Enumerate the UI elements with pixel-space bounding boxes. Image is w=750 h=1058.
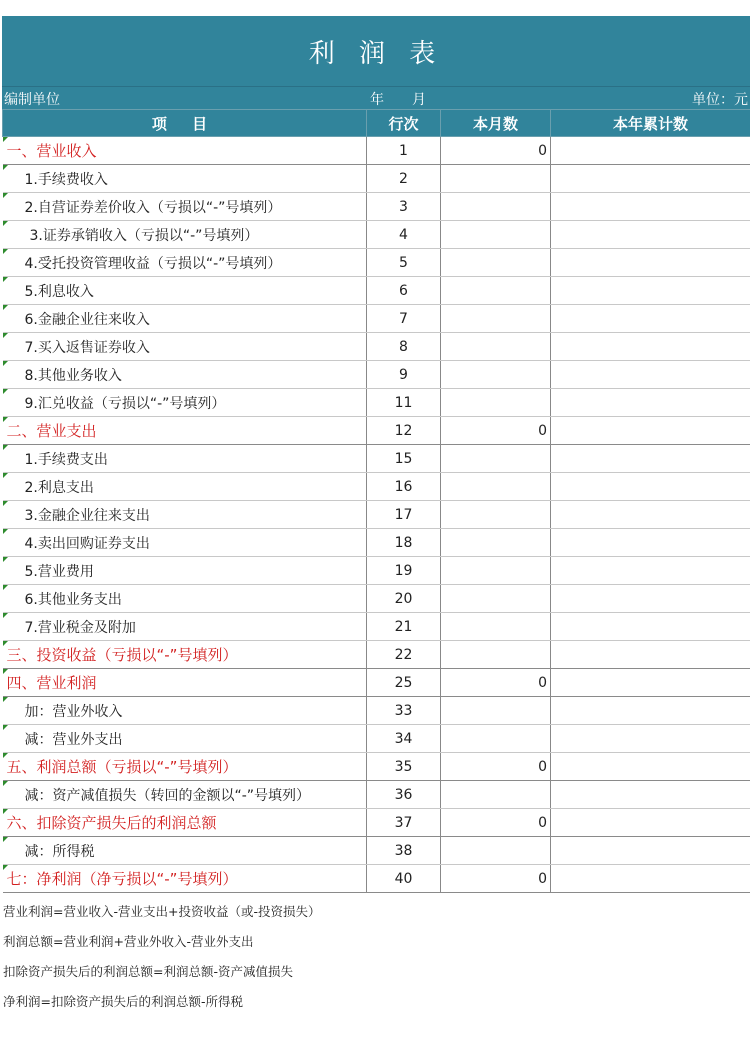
table-row — [3, 277, 750, 305]
table-row — [3, 333, 750, 361]
row-this-month-cell[interactable] — [441, 277, 551, 305]
sheet-title: 利 润 表 — [308, 38, 444, 69]
table-row — [3, 137, 750, 165]
meta-row — [2, 86, 750, 109]
row-year-to-date-cell[interactable] — [551, 585, 750, 613]
row-item-cell[interactable]: 五、利润总额（亏损以“-”号填列） — [3, 753, 367, 781]
row-item-cell[interactable]: 1.手续费支出 — [3, 445, 367, 473]
row-this-month-cell[interactable] — [441, 165, 551, 193]
row-year-to-date-cell[interactable] — [551, 389, 750, 417]
table-row — [3, 697, 750, 725]
row-item-cell[interactable]: 9.汇兑收益（亏损以“-”号填列） — [3, 389, 367, 417]
row-this-month-cell[interactable] — [441, 305, 551, 333]
row-line-no-cell[interactable]: 21 — [367, 613, 441, 641]
row-year-to-date-cell[interactable] — [551, 641, 750, 669]
row-line-no-cell[interactable]: 33 — [367, 697, 441, 725]
row-year-to-date-cell[interactable] — [551, 557, 750, 585]
row-item-cell[interactable]: 1.手续费收入 — [3, 165, 367, 193]
row-line-no-cell[interactable]: 25 — [367, 669, 441, 697]
table-row — [3, 193, 750, 221]
row-item-cell[interactable]: 三、投资收益（亏损以“-”号填列） — [3, 641, 367, 669]
row-line-no-cell[interactable]: 4 — [367, 221, 441, 249]
table-header-row — [3, 110, 750, 137]
row-year-to-date-cell[interactable] — [551, 697, 750, 725]
row-line-no-cell[interactable]: 34 — [367, 725, 441, 753]
table-row — [3, 585, 750, 613]
row-year-to-date-cell[interactable] — [551, 473, 750, 501]
row-this-month-cell[interactable] — [441, 557, 551, 585]
row-item-cell[interactable]: 7.营业税金及附加 — [3, 613, 367, 641]
table-row — [3, 445, 750, 473]
formula-notes — [3, 902, 320, 1022]
table-row — [3, 473, 750, 501]
table-row — [3, 865, 750, 893]
row-line-no-cell[interactable]: 2 — [367, 165, 441, 193]
row-year-to-date-cell[interactable] — [551, 417, 750, 445]
row-item-cell[interactable]: 4.受托投资管理收益（亏损以“-”号填列） — [3, 249, 367, 277]
row-this-month-cell[interactable] — [441, 613, 551, 641]
row-year-to-date-cell[interactable] — [551, 809, 750, 837]
row-line-no-cell[interactable]: 20 — [367, 585, 441, 613]
income-statement-sheet — [2, 16, 750, 893]
table-row — [3, 613, 750, 641]
formula-note: 利润总额=营业利润+营业外收入-营业外支出 — [3, 934, 254, 949]
row-this-month-cell[interactable]: 0 — [441, 137, 551, 165]
row-year-to-date-cell[interactable] — [551, 613, 750, 641]
row-line-no-cell[interactable]: 37 — [367, 809, 441, 837]
row-item-cell[interactable]: 减：营业外支出 — [3, 725, 367, 753]
row-line-no-cell[interactable]: 19 — [367, 557, 441, 585]
row-year-to-date-cell[interactable] — [551, 221, 750, 249]
row-this-month-cell[interactable] — [441, 361, 551, 389]
table-row — [3, 305, 750, 333]
row-line-no-cell[interactable]: 15 — [367, 445, 441, 473]
row-this-month-cell[interactable] — [441, 641, 551, 669]
table-row — [3, 389, 750, 417]
row-this-month-cell[interactable] — [441, 193, 551, 221]
formula-note: 扣除资产损失后的利润总额=利润总额-资产减值损失 — [3, 964, 293, 979]
row-year-to-date-cell[interactable] — [551, 837, 750, 865]
sheet-title-bar — [2, 16, 750, 86]
row-item-cell[interactable]: 减：资产减值损失（转回的金额以“-”号填列） — [3, 781, 367, 809]
row-this-month-cell[interactable] — [441, 697, 551, 725]
table-row — [3, 249, 750, 277]
row-line-no-cell[interactable]: 35 — [367, 753, 441, 781]
row-line-no-cell[interactable]: 12 — [367, 417, 441, 445]
row-this-month-cell[interactable] — [441, 529, 551, 557]
table-row — [3, 501, 750, 529]
row-this-month-cell[interactable] — [441, 725, 551, 753]
row-line-no-cell[interactable]: 8 — [367, 333, 441, 361]
row-line-no-cell[interactable]: 1 — [367, 137, 441, 165]
row-item-cell[interactable]: 8.其他业务收入 — [3, 361, 367, 389]
row-item-cell[interactable]: 6.金融企业往来收入 — [3, 305, 367, 333]
row-line-no-cell[interactable]: 18 — [367, 529, 441, 557]
header-year-to-date: 本年累计数 — [551, 110, 750, 137]
row-item-cell[interactable]: 一、营业收入 — [3, 137, 367, 165]
table-row — [3, 165, 750, 193]
row-this-month-cell[interactable] — [441, 585, 551, 613]
row-year-to-date-cell[interactable] — [551, 669, 750, 697]
row-year-to-date-cell[interactable] — [551, 361, 750, 389]
row-this-month-cell[interactable] — [441, 501, 551, 529]
row-year-to-date-cell[interactable] — [551, 333, 750, 361]
row-year-to-date-cell[interactable] — [551, 445, 750, 473]
formula-note: 净利润=扣除资产损失后的利润总额-所得税 — [3, 994, 243, 1009]
table-row — [3, 725, 750, 753]
table-row — [3, 417, 750, 445]
row-item-cell[interactable]: 六、扣除资产损失后的利润总额 — [3, 809, 367, 837]
table-row — [3, 809, 750, 837]
header-item: 项 目 — [3, 110, 367, 137]
row-line-no-cell[interactable]: 22 — [367, 641, 441, 669]
table-row — [3, 221, 750, 249]
row-year-to-date-cell[interactable] — [551, 753, 750, 781]
row-year-to-date-cell[interactable] — [551, 249, 750, 277]
row-this-month-cell[interactable]: 0 — [441, 417, 551, 445]
row-line-no-cell[interactable]: 7 — [367, 305, 441, 333]
row-item-cell[interactable]: 5.营业费用 — [3, 557, 367, 585]
header-this-month: 本月数 — [441, 110, 551, 137]
row-item-cell[interactable]: 2.利息支出 — [3, 473, 367, 501]
year-label: 年 — [370, 92, 384, 108]
income-table — [2, 109, 750, 893]
row-line-no-cell[interactable]: 38 — [367, 837, 441, 865]
row-item-cell[interactable]: 加：营业外收入 — [3, 697, 367, 725]
table-row — [3, 529, 750, 557]
row-line-no-cell[interactable]: 9 — [367, 361, 441, 389]
row-line-no-cell[interactable]: 11 — [367, 389, 441, 417]
row-year-to-date-cell[interactable] — [551, 137, 750, 165]
row-item-cell[interactable]: 二、营业支出 — [3, 417, 367, 445]
row-year-to-date-cell[interactable] — [551, 865, 750, 893]
formula-note: 营业利润=营业收入-营业支出+投资收益（或-投资损失） — [3, 904, 321, 919]
month-label: 月 — [412, 92, 426, 108]
row-item-cell[interactable]: 3.证券承销收入（亏损以“-”号填列） — [3, 221, 367, 249]
table-row — [3, 781, 750, 809]
row-line-no-cell[interactable]: 5 — [367, 249, 441, 277]
row-item-cell[interactable]: 3.金融企业往来支出 — [3, 501, 367, 529]
row-this-month-cell[interactable] — [441, 837, 551, 865]
table-row — [3, 557, 750, 585]
row-this-month-cell[interactable] — [441, 781, 551, 809]
table-row — [3, 361, 750, 389]
row-this-month-cell[interactable] — [441, 473, 551, 501]
row-item-cell[interactable]: 6.其他业务支出 — [3, 585, 367, 613]
row-year-to-date-cell[interactable] — [551, 305, 750, 333]
row-line-no-cell[interactable]: 40 — [367, 865, 441, 893]
row-this-month-cell[interactable] — [441, 333, 551, 361]
row-this-month-cell[interactable]: 0 — [441, 809, 551, 837]
header-line-no: 行次 — [367, 110, 441, 137]
row-year-to-date-cell[interactable] — [551, 725, 750, 753]
row-line-no-cell[interactable]: 17 — [367, 501, 441, 529]
row-year-to-date-cell[interactable] — [551, 277, 750, 305]
row-item-cell[interactable]: 7.买入返售证券收入 — [3, 333, 367, 361]
table-row — [3, 669, 750, 697]
row-item-cell[interactable]: 四、营业利润 — [3, 669, 367, 697]
table-row — [3, 837, 750, 865]
row-this-month-cell[interactable] — [441, 249, 551, 277]
row-this-month-cell[interactable] — [441, 389, 551, 417]
row-line-no-cell[interactable]: 16 — [367, 473, 441, 501]
row-year-to-date-cell[interactable] — [551, 165, 750, 193]
compiling-unit-label: 编制单位 — [4, 92, 60, 108]
row-item-cell[interactable]: 4.卖出回购证券支出 — [3, 529, 367, 557]
row-year-to-date-cell[interactable] — [551, 781, 750, 809]
row-this-month-cell[interactable]: 0 — [441, 669, 551, 697]
row-item-cell[interactable]: 减：所得税 — [3, 837, 367, 865]
row-item-cell[interactable]: 七：净利润（净亏损以“-”号填列） — [3, 865, 367, 893]
row-this-month-cell[interactable] — [441, 445, 551, 473]
row-year-to-date-cell[interactable] — [551, 529, 750, 557]
row-item-cell[interactable]: 5.利息收入 — [3, 277, 367, 305]
row-year-to-date-cell[interactable] — [551, 501, 750, 529]
currency-unit-label: 单位：元 — [692, 92, 748, 108]
table-row — [3, 753, 750, 781]
row-line-no-cell[interactable]: 36 — [367, 781, 441, 809]
row-this-month-cell[interactable]: 0 — [441, 865, 551, 893]
row-this-month-cell[interactable]: 0 — [441, 753, 551, 781]
row-line-no-cell[interactable]: 6 — [367, 277, 441, 305]
row-this-month-cell[interactable] — [441, 221, 551, 249]
row-item-cell[interactable]: 2.自营证券差价收入（亏损以“-”号填列） — [3, 193, 367, 221]
row-year-to-date-cell[interactable] — [551, 193, 750, 221]
table-row — [3, 641, 750, 669]
row-line-no-cell[interactable]: 3 — [367, 193, 441, 221]
